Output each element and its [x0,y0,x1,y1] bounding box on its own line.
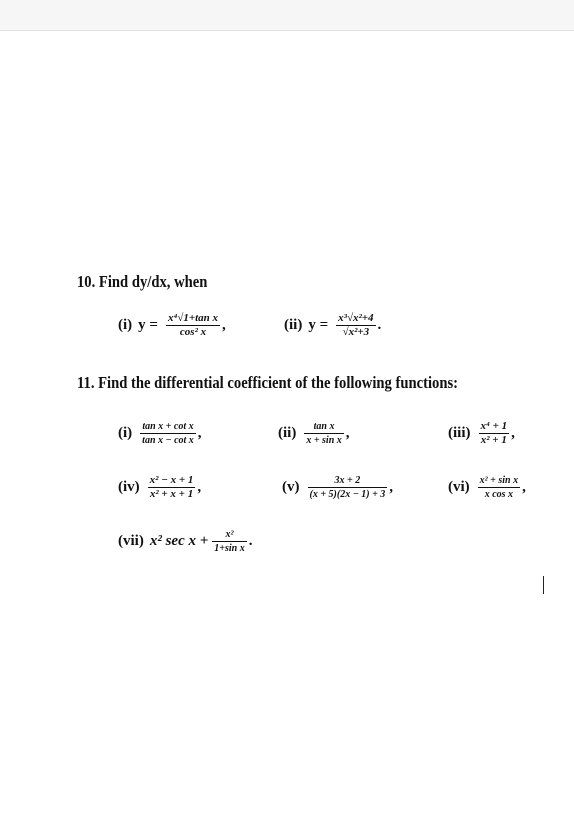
y-equals: y = [138,317,158,333]
fraction [308,474,388,501]
denominator: cos² x [179,326,207,338]
fraction [140,420,196,447]
punctuation: , [511,425,515,441]
problem-11-part-v [282,474,393,501]
numerator: 3x + 2 [334,475,361,486]
problem-11-part-i [118,420,202,447]
denominator: x² + x + 1 [149,488,194,500]
part-label: (vi) [448,479,470,495]
denominator: tan x − cot x [142,435,194,446]
problem-11-part-iii [448,420,515,447]
problem-10-part-ii [284,312,381,339]
problem-11-title: 11. Find the differential coefficient of the following functions: [77,373,459,392]
numerator: x⁴√1+tan x [167,312,219,324]
numerator: x³√x²+4 [338,312,374,324]
denominator: √x²+3 [342,326,370,338]
part-label: (ii) [284,317,303,333]
expression: x² sec x + [149,533,209,549]
denominator: x + sin x [306,435,342,446]
part-label: (i) [118,317,133,333]
numerator: x⁴ + 1 [480,420,508,432]
denominator: x² + 1 [480,434,507,446]
punctuation: , [522,479,526,495]
denominator: (x + 5)(2x − 1) + 3 [309,489,386,500]
top-toolbar [0,0,574,31]
problem-11-part-iv [118,474,201,501]
fraction [304,420,343,447]
problem-10-title: 10. Find dy/dx, when [77,272,208,291]
part-label: (iv) [118,479,140,495]
fraction [212,528,246,555]
problem-11-part-vi [448,474,526,501]
text-cursor [543,576,544,594]
numerator: x² + sin x [479,475,519,486]
problem-10-part-i [118,312,226,339]
fraction [478,474,520,501]
part-label: (v) [282,479,300,495]
fraction [336,312,375,339]
denominator: 1+sin x [214,543,245,554]
part-label: (i) [118,425,133,441]
punctuation: , [222,317,226,333]
punctuation: . [248,533,253,549]
punctuation: . [377,317,382,333]
numerator: tan x [313,421,335,432]
y-equals: y = [308,317,329,333]
fraction [166,312,220,339]
denominator: x cos x [484,489,514,500]
numerator: x² − x + 1 [149,474,194,486]
punctuation: , [345,425,350,441]
problem-11-part-vii [118,528,252,555]
part-label: (vii) [118,533,144,549]
punctuation: , [197,479,202,495]
numerator: tan x + cot x [142,421,194,432]
numerator: x² [225,529,234,540]
fraction [479,420,510,447]
punctuation: , [389,479,394,495]
part-label: (ii) [278,425,297,441]
problem-11-part-ii [278,420,350,447]
fraction [148,474,196,501]
punctuation: , [197,425,202,441]
part-label: (iii) [448,425,471,441]
